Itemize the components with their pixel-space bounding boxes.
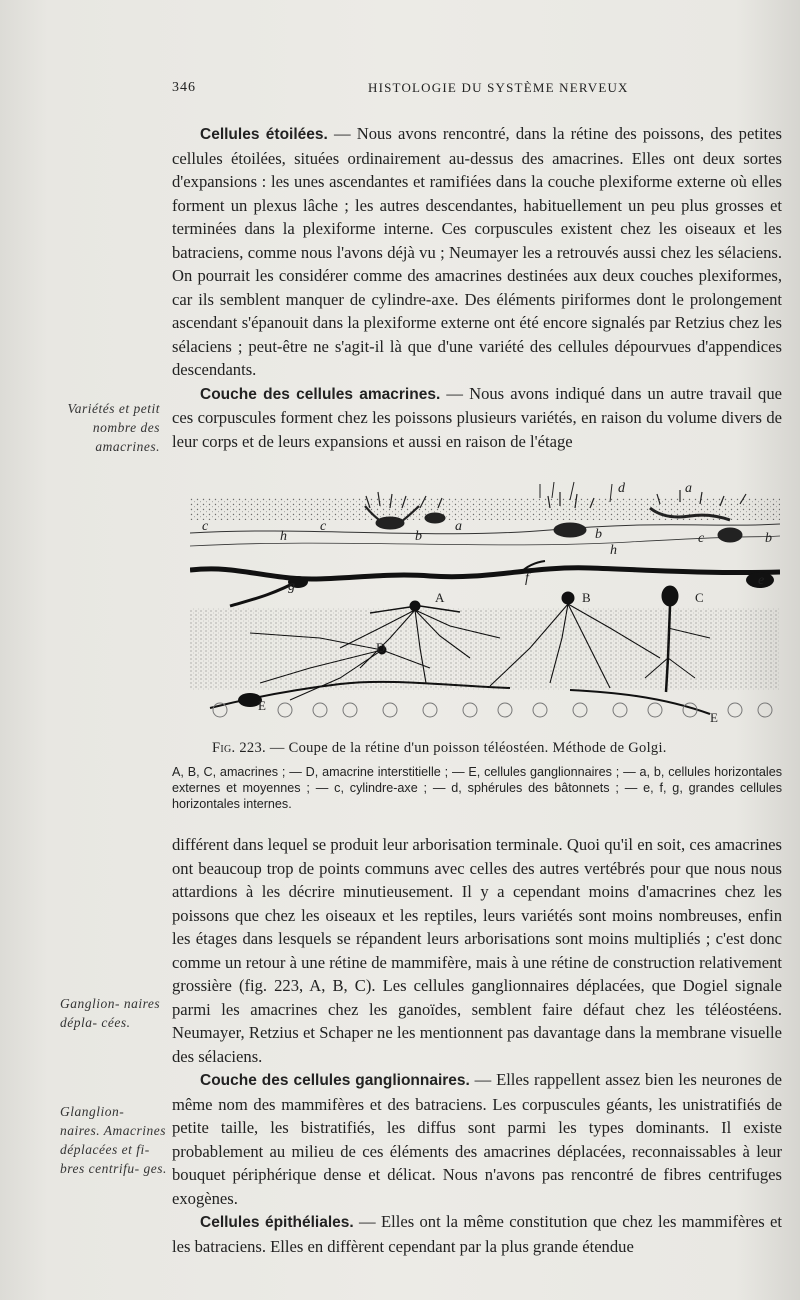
figure-label-E-right: E	[710, 710, 718, 725]
paragraph-amacrine-layer	[172, 382, 782, 454]
heading-stellate-cells: Cellules étoilées.	[200, 126, 328, 143]
page-header	[0, 80, 800, 102]
figure-label-c-left: c	[202, 519, 209, 534]
page-number: 346	[172, 80, 196, 95]
figure-label-h: h	[280, 529, 287, 544]
figure-label-C: C	[695, 590, 704, 605]
figure-label-d: d	[618, 481, 625, 496]
paragraph-ganglion-layer	[172, 1068, 782, 1210]
margin-note-ganglion-centrifugal: Glanglion- naires. Amacrines déplacées et fi- bres centrifu- ges.	[60, 1104, 167, 1176]
heading-epithelial-cells: Cellules épithéliales.	[200, 1214, 354, 1231]
paragraph-body: — Nous avons indiqué dans un autre travail que ces corpuscules forment chez les poissons plusieurs variétés, en raison du volume divers de leur corps et de leurs expansions et aussi en raison de l'étage	[172, 383, 782, 451]
figure-label-a: a	[455, 519, 462, 534]
paragraph-epithelial-cells	[172, 1210, 782, 1258]
figure-label-B: B	[582, 590, 591, 605]
figure-label-f: f	[525, 571, 529, 586]
paragraph-body: — Elles rappellent assez bien les neurones de même nom des mammifères et des batraciens. Les corpuscules géants, les unistratifiés de petite taille, les bistratifiés, les diffus sont parmi les types dominants. Il existe probablement au milieu de ces éléments des amacrines déplacées, reconnaissables à leur bouquet périphérique dense et délicat. Nous n'avons pas rencontré de fibres centrifuges exogènes.	[172, 1070, 782, 1208]
figure-223-retina-section	[190, 478, 780, 728]
figure-label-g: g	[288, 579, 295, 594]
heading-ganglion-layer: Couche des cellules ganglionnaires.	[200, 1072, 470, 1089]
paragraph-body: — Elles ont la même constitution que chez les mammifères et les batraciens. Elles en diffèrent cependant par la plus grande étendue	[172, 1212, 783, 1256]
figure-legend-text: A, B, C, amacrines ; — D, amacrine interstitielle ; — E, cellules ganglionnaires ; — a, b, cellules horizontales externes et moyennes ; — c, cylindre-axe ; — d, sphérules des bâtonnets ; — e, f, g, grandes cellules horizontales internes.	[172, 765, 782, 811]
figure-label-b-right: b	[765, 531, 772, 546]
figure-label-b-mid: b	[595, 527, 602, 542]
margin-note-amacrine-varieties: Variétés et petit nombre des amacrines.	[67, 401, 160, 454]
figure-label-A: A	[435, 590, 445, 605]
retina-illustration	[190, 478, 780, 728]
figure-caption-text: — Coupe de la rétine d'un poisson téléostéen. Méthode de Golgi.	[265, 740, 667, 756]
text-block-top	[172, 122, 782, 453]
figure-label-a-top: a	[685, 481, 692, 496]
figure-caption	[212, 740, 772, 757]
figure-number: Fig. 223.	[212, 740, 266, 756]
figure-label-E-left: E	[258, 698, 266, 713]
text-block-bottom	[172, 833, 782, 1258]
figure-label-D: D	[376, 640, 386, 655]
running-title: HISTOLOGIE DU SYSTÈME NERVEUX	[368, 80, 629, 95]
figure-label-e: e	[758, 573, 765, 588]
heading-amacrine-layer: Couche des cellules amacrines.	[200, 385, 441, 403]
figure-label-h-right: h	[610, 543, 617, 558]
figure-label-c: c	[320, 519, 327, 534]
paragraph-continuation: différent dans lequel se produit leur arborisation terminale. Quoi qu'il en soit, ces amacrines ont beaucoup trop de points communs avec celles des autres vertébrés pour que nous nous attardions à les décrire minutieusement. Il y a cependant moins d'amacrines chez les poissons que chez les oiseaux et les reptiles, leurs variétés sont moins nombreuses, enfin les étages dans lesquels se répandent leurs arborisations sont moins multipliés ; c'est donc comme un retour à une rétine de mammifère, mais à une rétine de construction relativement grossière (fig. 223, A, B, C). Les cellules ganglionnaires déplacées, que Dogiel signale parmi les amacrines chez les ganoïdes, semblent faire défaut chez les téléostéens. Neumayer, Retzius et Schaper ne les mentionnent pas davantage dans la membrane visuelle des sélaciens.	[172, 835, 782, 1066]
paragraph-body: — Nous avons rencontré, dans la rétine des poissons, des petites cellules étoilées, situées ordinairement au-dessus des amacrines. Elles ont deux sortes d'expansions : les unes ascendantes et ramifiées dans la couche plexiforme externe où elles forment un plexus lâche ; les autres descendantes, habituellement un peu plus grosses et terminées dans la plexiforme interne. Ces corpuscules existent chez les oiseaux et les batraciens, comme nous l'avons déjà vu ; Neumayer les a retrouvés aussi chez les sélaciens. On pourrait les considérer comme des amacrines destinées aux deux couches plexiformes, car ils semblent manquer de cylindre-axe. Des éléments piriformes dont le prolongement ascendant s'épanouit dans la plexiforme externe ont été encore signalés par Retzius chez les sélaciens ; peut-être ne s'agit-il là que d'une variété des cellules dépourvues d'appendices descendants.	[172, 124, 782, 379]
paragraph-stellate-cells	[172, 122, 782, 382]
margin-note-displaced-ganglion: Ganglion- naires dépla- cées.	[60, 996, 161, 1030]
figure-legend	[172, 764, 782, 812]
figure-label-b: b	[415, 529, 422, 544]
figure-label-c-right: c	[698, 531, 705, 546]
